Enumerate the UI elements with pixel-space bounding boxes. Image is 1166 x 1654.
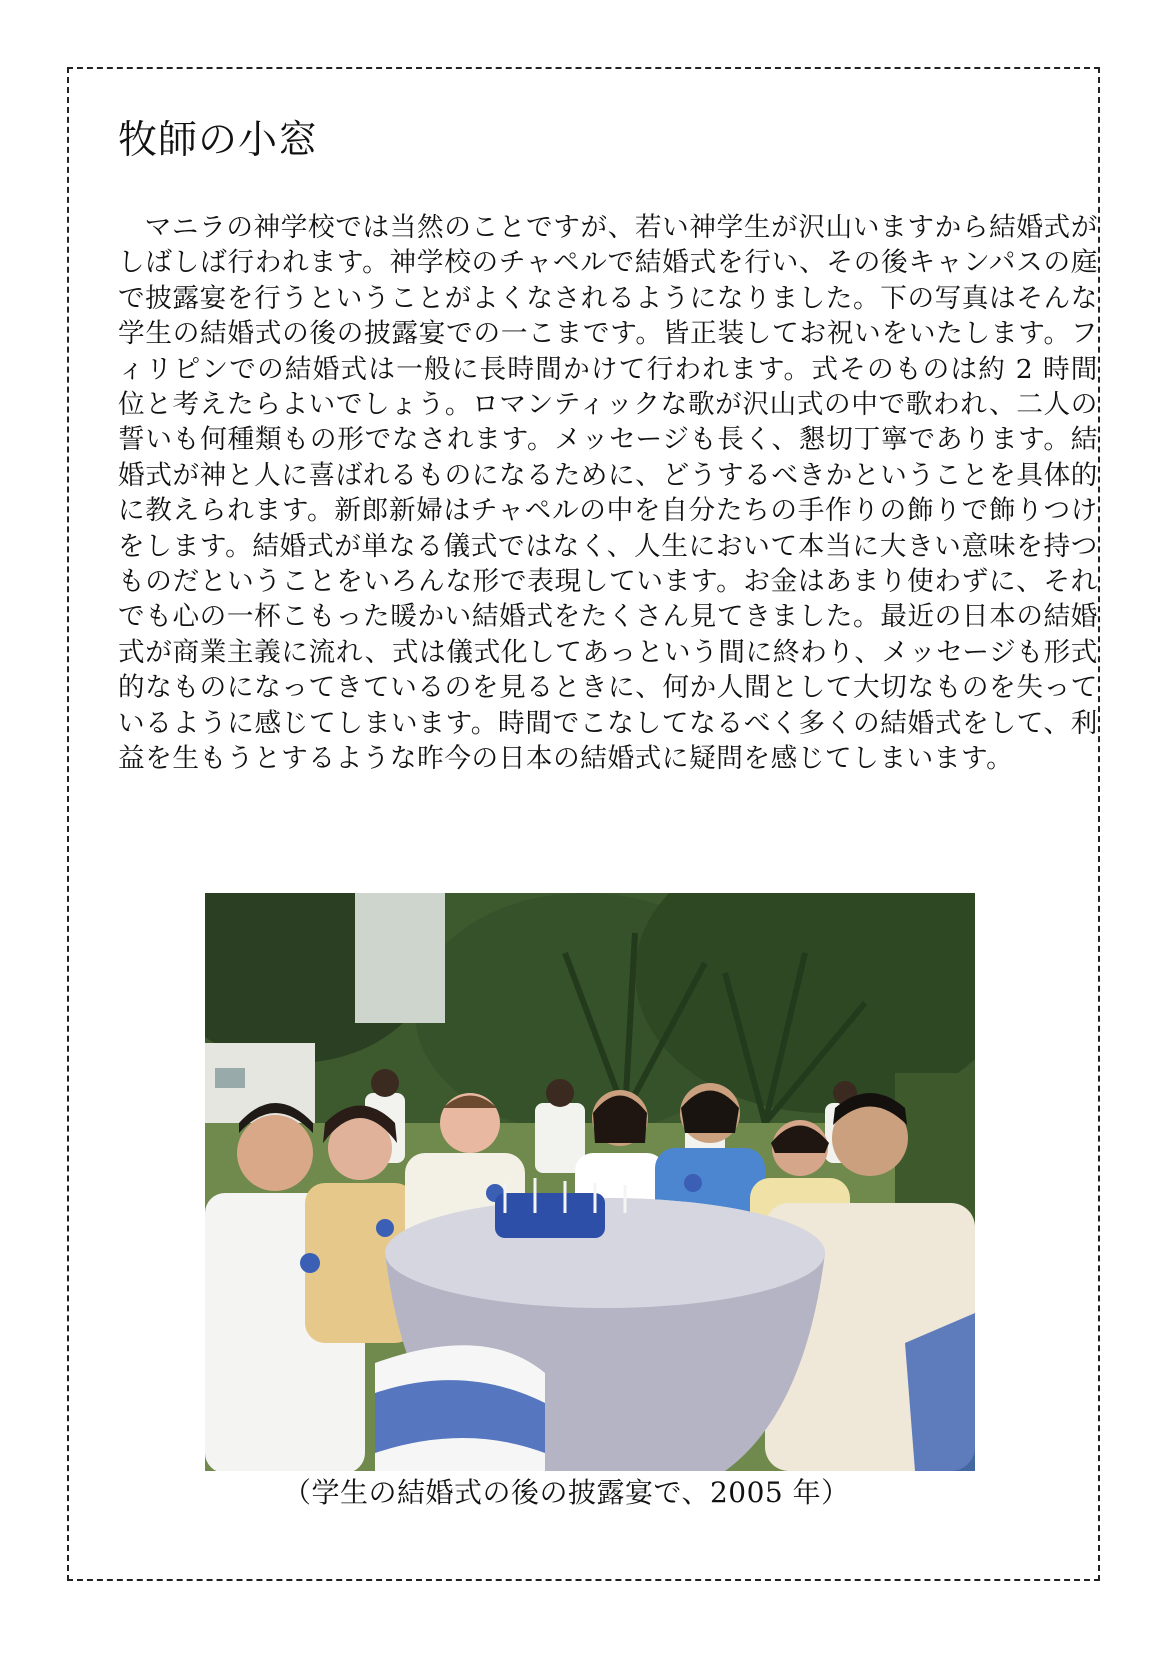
article-body: マニラの神学校では当然のことですが、若い神学生が沢山いますから結婚式がしばしば行われます。神学校のチャペルで結婚式を行い、その後キャンパスの庭で披露宴を行うということがよくなされるようになりました。下の写真はそんな学生の結婚式の後の披露宴での一こまです。皆正装してお祝いをいたします。フィリピンでの結婚式は一般に長時間かけて行われます。式そのものは約 2 時間位と考えたらよいでしょう。ロマンティックな歌が沢山式の中で歌われ、二人の誓いも何種類もの形でなされます。メッセージも長く、懇切丁寧であります。結婚式が神と人に喜ばれるものになるために、どうするべきかということを具体的に教えられます。新郎新婦はチャペルの中を自分たちの手作りの飾りで飾りつけをします。結婚式が単なる儀式ではなく、人生において本当に大きい意味を持つものだということをいろんな形で表現しています。お金はあまり使わずに、それでも心の一杯こもった暖かい結婚式をたくさん見てきました。最近の日本の結婚式が商業主義に流れ、式は儀式化してあっという間に終わり、メッセージも形式的なものになってきているのを見るときに、何か人間として大切なものを失っているように感じてしまいます。時間でこなしてなるべく多くの結婚式をして、利益を生もうとするような昨今の日本の結婚式に疑問を感じてしまいます。 [118,212,1098,775]
wedding-reception-photo [205,893,975,1471]
page-title: 牧師の小窓 [118,118,319,163]
photo-caption: （学生の結婚式の後の披露宴で、2005 年） [283,1476,850,1509]
photo-illustration [205,893,975,1471]
